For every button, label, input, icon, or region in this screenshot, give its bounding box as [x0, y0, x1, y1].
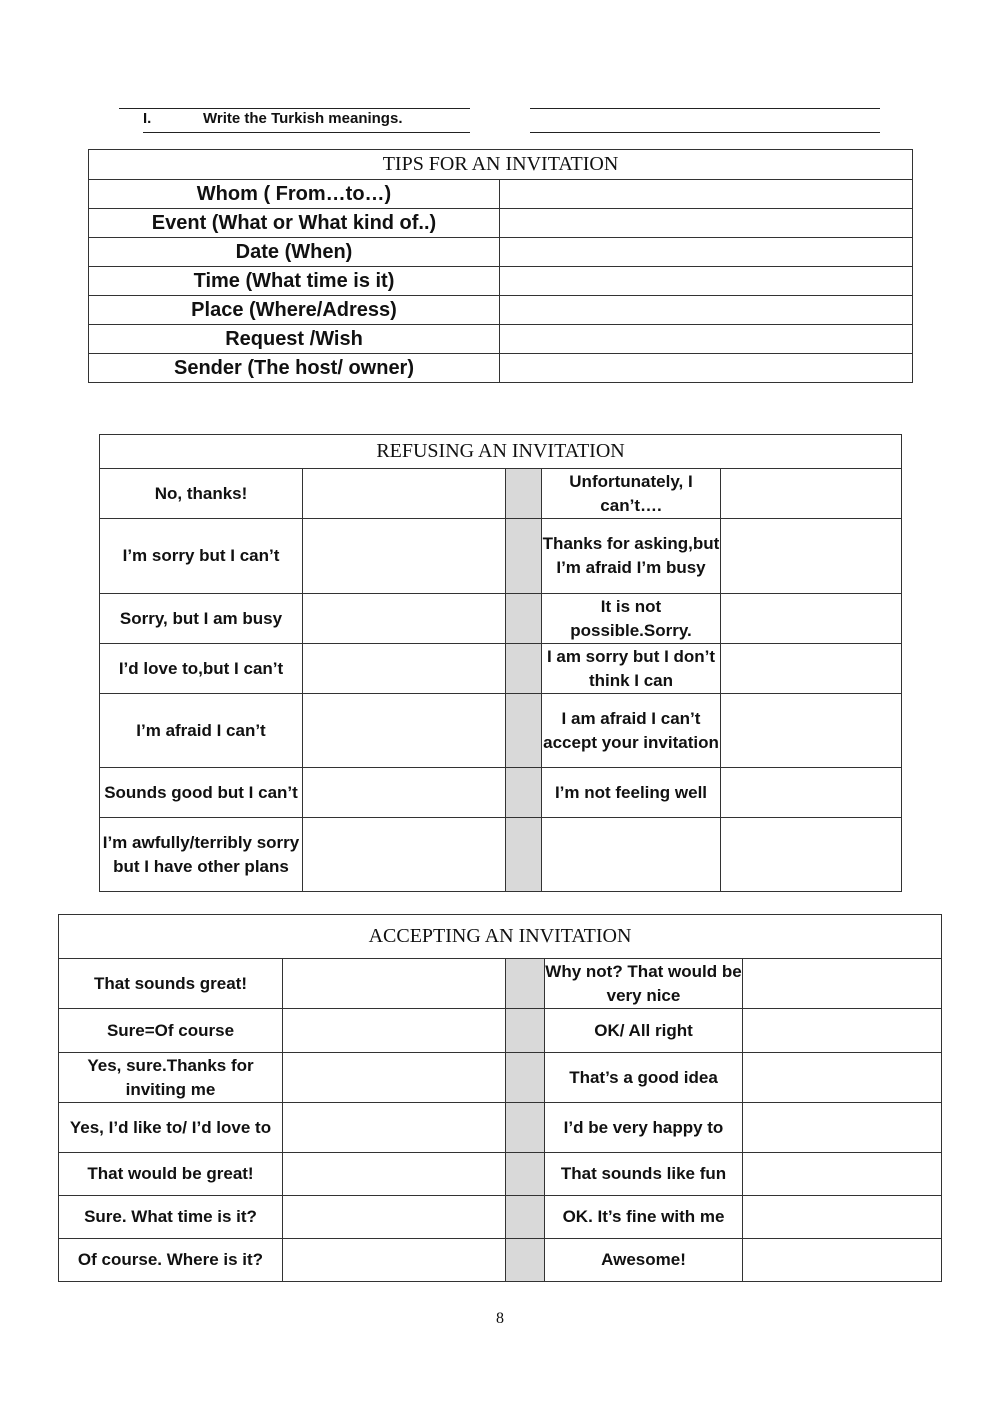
answer-cell[interactable]: [721, 818, 902, 892]
name-line-top: [119, 108, 470, 109]
answer-cell[interactable]: [500, 238, 913, 267]
phrase-cell: I’m awfully/terribly sorry but I have other plans: [100, 818, 303, 892]
answer-cell[interactable]: [743, 1239, 942, 1282]
phrase-cell: I’m sorry but I can’t: [100, 519, 303, 594]
divider-cell: [506, 644, 542, 694]
phrase-cell: No, thanks!: [100, 469, 303, 519]
tips-label: Event (What or What kind of..): [89, 209, 500, 238]
answer-cell[interactable]: [721, 594, 902, 644]
tips-label: Date (When): [89, 238, 500, 267]
phrase-cell: Sorry, but I am busy: [100, 594, 303, 644]
phrase-cell: That’s a good idea: [545, 1053, 743, 1103]
answer-cell[interactable]: [743, 959, 942, 1009]
phrase-cell: [542, 818, 721, 892]
phrase-cell: I am sorry but I don’t think I can: [542, 644, 721, 694]
answer-cell[interactable]: [303, 644, 506, 694]
divider-cell: [506, 519, 542, 594]
answer-cell[interactable]: [721, 694, 902, 768]
answer-cell[interactable]: [743, 1103, 942, 1153]
answer-cell[interactable]: [500, 325, 913, 354]
name-line-bottom: [143, 132, 470, 133]
answer-cell[interactable]: [721, 469, 902, 519]
page-number: 8: [496, 1310, 504, 1327]
divider-cell: [506, 959, 545, 1009]
answer-cell[interactable]: [743, 1196, 942, 1239]
phrase-cell: I’d be very happy to: [545, 1103, 743, 1153]
phrase-cell: I’m not feeling well: [542, 768, 721, 818]
phrase-cell: I’d love to,but I can’t: [100, 644, 303, 694]
answer-cell[interactable]: [500, 354, 913, 383]
phrase-cell: It is not possible.Sorry.: [542, 594, 721, 644]
answer-cell[interactable]: [283, 1239, 506, 1282]
phrase-cell: OK. It’s fine with me: [545, 1196, 743, 1239]
answer-cell[interactable]: [743, 1153, 942, 1196]
answer-cell[interactable]: [721, 768, 902, 818]
answer-cell[interactable]: [500, 296, 913, 325]
phrase-cell: I am afraid I can’t accept your invitation: [542, 694, 721, 768]
refusing-table: [99, 434, 902, 892]
answer-cell[interactable]: [303, 469, 506, 519]
divider-cell: [506, 1196, 545, 1239]
divider-cell: [506, 1053, 545, 1103]
tips-label: Sender (The host/ owner): [89, 354, 500, 383]
phrase-cell: Awesome!: [545, 1239, 743, 1282]
divider-cell: [506, 1009, 545, 1053]
divider-cell: [506, 1239, 545, 1282]
phrase-cell: That would be great!: [59, 1153, 283, 1196]
divider-cell: [506, 469, 542, 519]
divider-cell: [506, 594, 542, 644]
answer-cell[interactable]: [283, 1009, 506, 1053]
answer-cell[interactable]: [303, 818, 506, 892]
divider-cell: [506, 768, 542, 818]
answer-cell[interactable]: [303, 519, 506, 594]
phrase-cell: That sounds like fun: [545, 1153, 743, 1196]
phrase-cell: Yes, I’d like to/ I’d love to: [59, 1103, 283, 1153]
answer-cell[interactable]: [303, 594, 506, 644]
divider-cell: [506, 694, 542, 768]
phrase-cell: I’m afraid I can’t: [100, 694, 303, 768]
refusing-title: REFUSING AN INVITATION: [100, 435, 902, 469]
divider-cell: [506, 1153, 545, 1196]
answer-cell[interactable]: [283, 1053, 506, 1103]
tips-label: Request /Wish: [89, 325, 500, 354]
answer-cell[interactable]: [500, 267, 913, 296]
right-line-top: [530, 108, 880, 109]
answer-cell[interactable]: [283, 1153, 506, 1196]
instruction: [143, 110, 402, 127]
phrase-cell: Unfortunately, I can’t….: [542, 469, 721, 519]
divider-cell: [506, 1103, 545, 1153]
instruction-number: I.: [143, 110, 152, 127]
tips-title: TIPS FOR AN INVITATION: [89, 150, 913, 180]
answer-cell[interactable]: [500, 180, 913, 209]
instruction-text: Write the Turkish meanings.: [203, 110, 403, 127]
tips-label: Time (What time is it): [89, 267, 500, 296]
tips-table: [88, 149, 913, 383]
answer-cell[interactable]: [303, 694, 506, 768]
tips-label: Whom ( From…to…): [89, 180, 500, 209]
answer-cell[interactable]: [303, 768, 506, 818]
answer-cell[interactable]: [721, 644, 902, 694]
phrase-cell: Sure. What time is it?: [59, 1196, 283, 1239]
accepting-table: [58, 914, 942, 1282]
phrase-cell: Thanks for asking,but I’m afraid I’m busy: [542, 519, 721, 594]
answer-cell[interactable]: [283, 1103, 506, 1153]
divider-cell: [506, 818, 542, 892]
answer-cell[interactable]: [743, 1053, 942, 1103]
answer-cell[interactable]: [721, 519, 902, 594]
tips-label: Place (Where/Adress): [89, 296, 500, 325]
phrase-cell: Sure=Of course: [59, 1009, 283, 1053]
phrase-cell: Yes, sure.Thanks for inviting me: [59, 1053, 283, 1103]
answer-cell[interactable]: [743, 1009, 942, 1053]
phrase-cell: That sounds great!: [59, 959, 283, 1009]
accepting-title: ACCEPTING AN INVITATION: [59, 915, 942, 959]
phrase-cell: OK/ All right: [545, 1009, 743, 1053]
answer-cell[interactable]: [283, 959, 506, 1009]
phrase-cell: Of course. Where is it?: [59, 1239, 283, 1282]
phrase-cell: Why not? That would be very nice: [545, 959, 743, 1009]
answer-cell[interactable]: [500, 209, 913, 238]
answer-cell[interactable]: [283, 1196, 506, 1239]
phrase-cell: Sounds good but I can’t: [100, 768, 303, 818]
right-line-bottom: [530, 132, 880, 133]
